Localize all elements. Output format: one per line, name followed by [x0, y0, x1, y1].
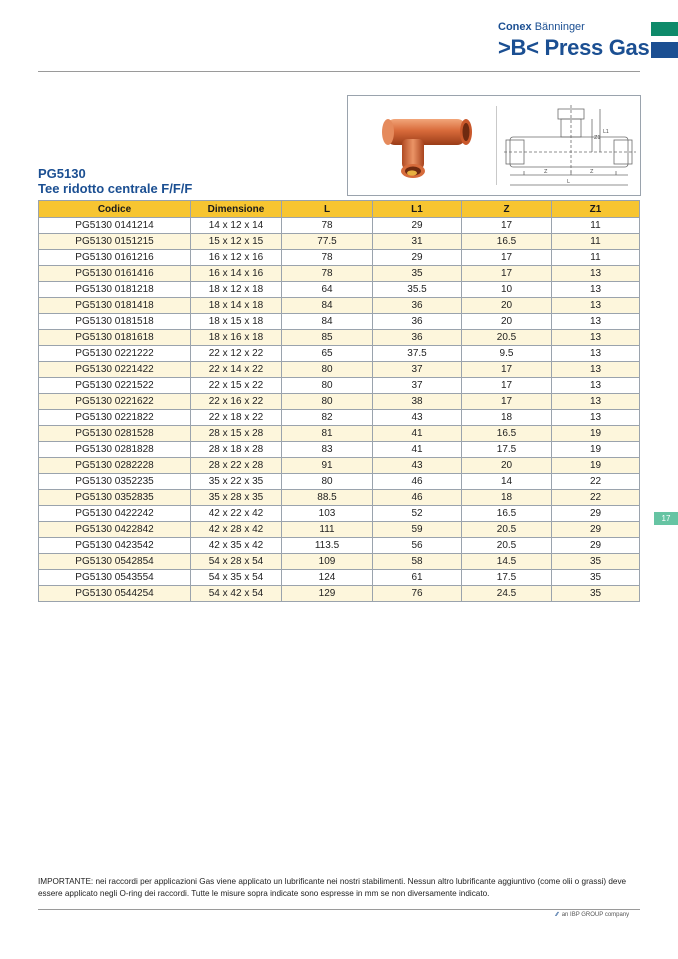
cell-z: 20 — [462, 458, 552, 474]
table-row — [39, 474, 640, 490]
cell-z: 20.5 — [462, 538, 552, 554]
cell-z1: 13 — [552, 298, 640, 314]
cell-z: 14 — [462, 474, 552, 490]
cell-l1: 59 — [373, 522, 462, 538]
dimension-table — [38, 200, 640, 602]
cell-codice: PG5130 0181618 — [39, 330, 191, 346]
cell-z1: 11 — [552, 234, 640, 250]
table-row — [39, 490, 640, 506]
cell-z: 17 — [462, 250, 552, 266]
table-row — [39, 458, 640, 474]
cell-codice: PG5130 0161416 — [39, 266, 191, 282]
cell-z: 17 — [462, 378, 552, 394]
cell-l: 124 — [282, 570, 373, 586]
cell-l1: 36 — [373, 298, 462, 314]
cell-z1: 19 — [552, 426, 640, 442]
cell-l: 84 — [282, 298, 373, 314]
cell-l: 103 — [282, 506, 373, 522]
dim-label-z-left: Z — [544, 169, 548, 175]
cell-z1: 29 — [552, 538, 640, 554]
cell-l: 111 — [282, 522, 373, 538]
cell-l: 78 — [282, 218, 373, 234]
table-row — [39, 586, 640, 602]
product-name: Tee ridotto centrale F/F/F — [38, 181, 193, 196]
cell-z1: 11 — [552, 250, 640, 266]
cell-l: 80 — [282, 378, 373, 394]
cell-z: 18 — [462, 410, 552, 426]
cell-z1: 13 — [552, 378, 640, 394]
cell-codice: PG5130 0221222 — [39, 346, 191, 362]
cell-z1: 13 — [552, 330, 640, 346]
cell-codice: PG5130 0151215 — [39, 234, 191, 250]
cell-z1: 13 — [552, 362, 640, 378]
cell-codice: PG5130 0181518 — [39, 314, 191, 330]
footer-divider — [38, 909, 640, 910]
cell-dimensione: 54 x 42 x 54 — [191, 586, 282, 602]
cell-codice: PG5130 0352835 — [39, 490, 191, 506]
dim-label-z-right: Z — [590, 169, 594, 175]
cell-l: 77.5 — [282, 234, 373, 250]
cell-dimensione: 42 x 28 x 42 — [191, 522, 282, 538]
table-row — [39, 218, 640, 234]
table-row — [39, 362, 640, 378]
cell-z: 20.5 — [462, 522, 552, 538]
cell-l1: 43 — [373, 410, 462, 426]
cell-codice: PG5130 0221422 — [39, 362, 191, 378]
cell-l: 65 — [282, 346, 373, 362]
cell-dimensione: 42 x 35 x 42 — [191, 538, 282, 554]
cell-z: 14.5 — [462, 554, 552, 570]
cell-codice: PG5130 0221522 — [39, 378, 191, 394]
cell-l1: 58 — [373, 554, 462, 570]
cell-z1: 13 — [552, 266, 640, 282]
table-row — [39, 234, 640, 250]
cell-l1: 46 — [373, 490, 462, 506]
cell-l1: 35 — [373, 266, 462, 282]
cell-l: 88.5 — [282, 490, 373, 506]
cell-codice: PG5130 0543554 — [39, 570, 191, 586]
cell-z1: 19 — [552, 458, 640, 474]
cell-z: 10 — [462, 282, 552, 298]
cell-l1: 37 — [373, 378, 462, 394]
cell-z: 18 — [462, 490, 552, 506]
cell-codice: PG5130 0221822 — [39, 410, 191, 426]
cell-l: 129 — [282, 586, 373, 602]
table-row — [39, 250, 640, 266]
cell-dimensione: 22 x 18 x 22 — [191, 410, 282, 426]
cell-dimensione: 15 x 12 x 15 — [191, 234, 282, 250]
table-row — [39, 426, 640, 442]
cell-z: 16.5 — [462, 506, 552, 522]
cell-codice: PG5130 0544254 — [39, 586, 191, 602]
cell-z: 24.5 — [462, 586, 552, 602]
header-divider — [38, 71, 640, 72]
important-note: IMPORTANTE: nei raccordi per applicazioni Gas viene applicato un lubrificante nei nostri stabilimenti. Nessun altro lubrificante aggiuntivo (come olii o grassi) deve essere applicato negli O-ring dei raccordi. Tutte le misure sopra indicate sono espresse in mm se non diversamente indicato. — [38, 877, 627, 898]
cell-dimensione: 35 x 28 x 35 — [191, 490, 282, 506]
image-divider — [496, 106, 497, 185]
cell-codice: PG5130 0181418 — [39, 298, 191, 314]
product-code: PG5130 — [38, 166, 86, 181]
cell-z1: 13 — [552, 410, 640, 426]
page-number-tab: 17 — [654, 512, 678, 525]
col-header-dimensione: Dimensione — [191, 201, 282, 218]
table-row — [39, 554, 640, 570]
cell-l: 80 — [282, 474, 373, 490]
cell-l: 80 — [282, 362, 373, 378]
cell-z: 17 — [462, 218, 552, 234]
cell-z: 17.5 — [462, 442, 552, 458]
cell-z: 17.5 — [462, 570, 552, 586]
table-row — [39, 442, 640, 458]
cell-z: 9.5 — [462, 346, 552, 362]
cell-l1: 29 — [373, 218, 462, 234]
cell-dimensione: 35 x 22 x 35 — [191, 474, 282, 490]
table-row — [39, 266, 640, 282]
table-row — [39, 330, 640, 346]
cell-dimensione: 18 x 12 x 18 — [191, 282, 282, 298]
cell-dimensione: 28 x 18 x 28 — [191, 442, 282, 458]
brand-name-part1: Conex — [498, 21, 532, 33]
cell-dimensione: 18 x 14 x 18 — [191, 298, 282, 314]
col-header-z1: Z1 — [552, 201, 640, 218]
cell-codice: PG5130 0352235 — [39, 474, 191, 490]
cell-l: 78 — [282, 250, 373, 266]
technical-drawing — [504, 101, 636, 191]
product-image-frame — [347, 95, 641, 196]
cell-l: 84 — [282, 314, 373, 330]
cell-codice: PG5130 0282228 — [39, 458, 191, 474]
table-body — [39, 218, 640, 602]
cell-z: 17 — [462, 266, 552, 282]
cell-z1: 35 — [552, 586, 640, 602]
cell-l1: 36 — [373, 330, 462, 346]
cell-dimensione: 42 x 22 x 42 — [191, 506, 282, 522]
cell-dimensione: 14 x 12 x 14 — [191, 218, 282, 234]
cell-l: 109 — [282, 554, 373, 570]
cell-codice: PG5130 0422242 — [39, 506, 191, 522]
cell-z1: 11 — [552, 218, 640, 234]
table-row — [39, 282, 640, 298]
cell-z1: 35 — [552, 570, 640, 586]
cell-z: 16.5 — [462, 426, 552, 442]
cell-z1: 13 — [552, 394, 640, 410]
cell-z1: 19 — [552, 442, 640, 458]
cell-z: 20.5 — [462, 330, 552, 346]
cell-l1: 31 — [373, 234, 462, 250]
tee-fitting-photo — [366, 99, 486, 189]
cell-dimensione: 22 x 16 x 22 — [191, 394, 282, 410]
cell-z: 17 — [462, 394, 552, 410]
ibp-logo-icon: ∕∕ — [556, 912, 559, 918]
col-header-codice: Codice — [39, 201, 191, 218]
cell-z: 17 — [462, 362, 552, 378]
cell-l1: 38 — [373, 394, 462, 410]
cell-l: 64 — [282, 282, 373, 298]
cell-z1: 29 — [552, 506, 640, 522]
cell-z1: 22 — [552, 490, 640, 506]
cell-l1: 36 — [373, 314, 462, 330]
brand-name-part2: Bänninger — [534, 21, 585, 33]
cell-l1: 43 — [373, 458, 462, 474]
cell-l: 81 — [282, 426, 373, 442]
cell-z1: 35 — [552, 554, 640, 570]
footer-group-label — [556, 912, 629, 918]
cell-l1: 41 — [373, 426, 462, 442]
table-row — [39, 506, 640, 522]
cell-codice: PG5130 0281828 — [39, 442, 191, 458]
cell-l1: 61 — [373, 570, 462, 586]
cell-dimensione: 28 x 15 x 28 — [191, 426, 282, 442]
cell-l1: 37 — [373, 362, 462, 378]
table-row — [39, 522, 640, 538]
col-header-z: Z — [462, 201, 552, 218]
cell-dimensione: 16 x 12 x 16 — [191, 250, 282, 266]
cell-z1: 13 — [552, 346, 640, 362]
cell-dimensione: 22 x 14 x 22 — [191, 362, 282, 378]
cell-l: 85 — [282, 330, 373, 346]
cell-l: 83 — [282, 442, 373, 458]
cell-codice: PG5130 0422842 — [39, 522, 191, 538]
dim-label-l1: L1 — [603, 129, 609, 135]
cell-l1: 35.5 — [373, 282, 462, 298]
cell-codice: PG5130 0221622 — [39, 394, 191, 410]
cell-l1: 41 — [373, 442, 462, 458]
cell-z1: 13 — [552, 282, 640, 298]
brand-stripe-blue — [651, 42, 678, 58]
cell-dimensione: 28 x 22 x 28 — [191, 458, 282, 474]
cell-dimensione: 18 x 16 x 18 — [191, 330, 282, 346]
cell-dimensione: 54 x 35 x 54 — [191, 570, 282, 586]
cell-l1: 29 — [373, 250, 462, 266]
brand-stripe-green — [651, 22, 678, 36]
cell-l1: 76 — [373, 586, 462, 602]
cell-dimensione: 22 x 12 x 22 — [191, 346, 282, 362]
table-row — [39, 378, 640, 394]
brand-name — [498, 21, 585, 33]
cell-l: 78 — [282, 266, 373, 282]
cell-dimensione: 54 x 28 x 54 — [191, 554, 282, 570]
cell-dimensione: 18 x 15 x 18 — [191, 314, 282, 330]
table-row — [39, 298, 640, 314]
col-header-l: L — [282, 201, 373, 218]
product-line-title: >B< Press Gas — [498, 35, 650, 60]
cell-z: 20 — [462, 298, 552, 314]
cell-codice: PG5130 0542854 — [39, 554, 191, 570]
cell-codice: PG5130 0181218 — [39, 282, 191, 298]
cell-l1: 56 — [373, 538, 462, 554]
cell-dimensione: 16 x 14 x 16 — [191, 266, 282, 282]
cell-l1: 37.5 — [373, 346, 462, 362]
cell-z: 16.5 — [462, 234, 552, 250]
cell-l: 82 — [282, 410, 373, 426]
cell-z: 20 — [462, 314, 552, 330]
table-row — [39, 346, 640, 362]
cell-z1: 22 — [552, 474, 640, 490]
cell-l: 80 — [282, 394, 373, 410]
cell-codice: PG5130 0281528 — [39, 426, 191, 442]
cell-codice: PG5130 0423542 — [39, 538, 191, 554]
table-row — [39, 538, 640, 554]
cell-l: 113.5 — [282, 538, 373, 554]
footer-group-text: an IBP GROUP company — [561, 912, 630, 918]
table-row — [39, 394, 640, 410]
cell-z1: 29 — [552, 522, 640, 538]
table-row — [39, 410, 640, 426]
cell-l1: 46 — [373, 474, 462, 490]
cell-z1: 13 — [552, 314, 640, 330]
table-row — [39, 570, 640, 586]
cell-l: 91 — [282, 458, 373, 474]
cell-dimensione: 22 x 15 x 22 — [191, 378, 282, 394]
col-header-l1: L1 — [373, 201, 462, 218]
table-row — [39, 314, 640, 330]
cell-codice: PG5130 0161216 — [39, 250, 191, 266]
dim-label-z1: Z1 — [594, 135, 601, 141]
cell-l1: 52 — [373, 506, 462, 522]
dim-label-l: L — [567, 179, 570, 185]
cell-codice: PG5130 0141214 — [39, 218, 191, 234]
table-header-row — [39, 201, 640, 218]
